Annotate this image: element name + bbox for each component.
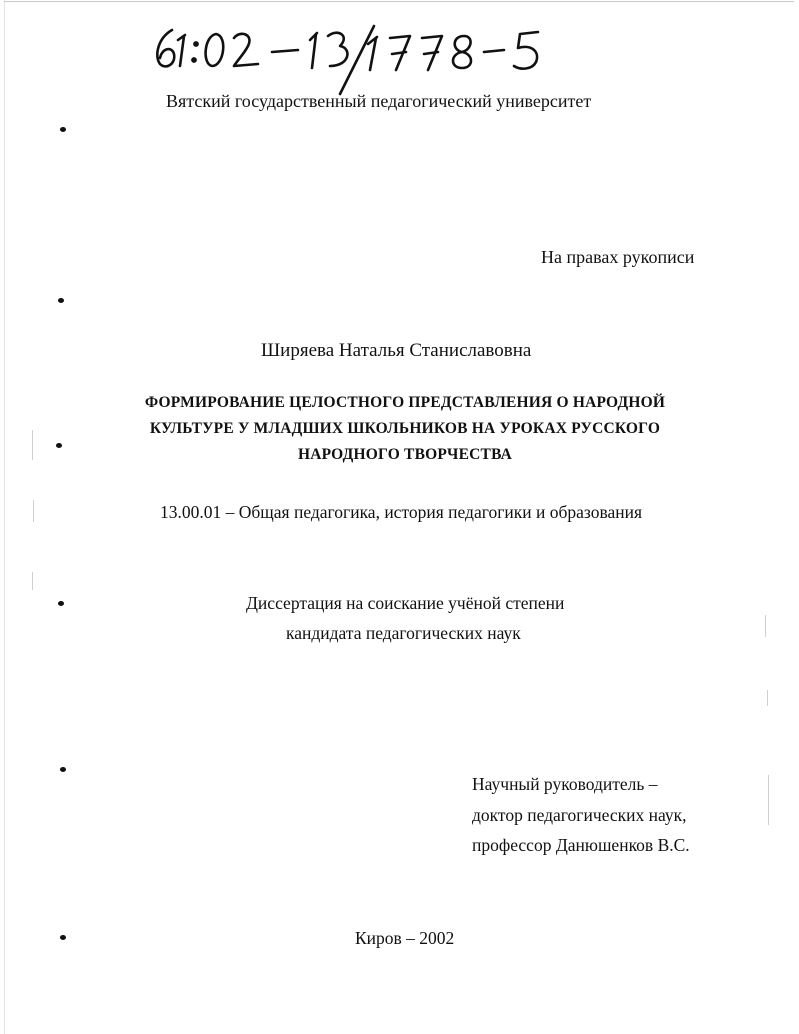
scan-mark-right xyxy=(767,690,768,706)
title-line: КУЛЬТУРЕ У МЛАДШИХ ШКОЛЬНИКОВ НА УРОКАХ РУССКОГО xyxy=(149,420,661,437)
rights-note: На правах рукописи xyxy=(541,247,695,267)
supervisor-line-1: Научный руководитель – xyxy=(472,774,658,794)
scan-mark xyxy=(58,601,64,606)
scan-mark-left xyxy=(32,430,33,460)
scan-left-edge xyxy=(4,0,5,1034)
handwritten-catalog-number xyxy=(140,8,580,98)
title-line: ФОРМИРОВАНИЕ ЦЕЛОСТНОГО ПРЕДСТАВЛЕНИЯ О НАРОДНОЙ xyxy=(144,394,666,411)
author-name: Ширяева Наталья Станиславовна xyxy=(261,340,532,361)
scan-mark-right xyxy=(765,615,766,637)
scan-mark-right xyxy=(768,775,769,825)
title-line: НАРОДНОГО ТВОРЧЕСТВА xyxy=(297,446,513,463)
supervisor-line-2: доктор педагогических наук, xyxy=(472,805,687,825)
degree-line-2: кандидата педагогических наук xyxy=(286,623,521,643)
scan-mark-left xyxy=(33,500,34,522)
degree-line-1: Диссертация на соискание учёной степени xyxy=(246,593,565,613)
scan-mark-left xyxy=(32,572,33,590)
specialty-code: 13.00.01 – Общая педагогика, история педагогики и образования xyxy=(160,502,643,522)
university-name: Вятский государственный педагогический университет xyxy=(166,91,592,111)
place-year: Киров – 2002 xyxy=(355,928,455,948)
scan-mark xyxy=(56,443,62,448)
scan-top-edge xyxy=(4,1,794,2)
dissertation-title xyxy=(120,390,690,468)
supervisor-line-3: профессор Данюшенков В.С. xyxy=(472,835,690,855)
scan-mark xyxy=(58,298,64,303)
scan-mark xyxy=(60,127,66,132)
scan-mark xyxy=(60,767,66,772)
scan-mark xyxy=(60,935,66,940)
